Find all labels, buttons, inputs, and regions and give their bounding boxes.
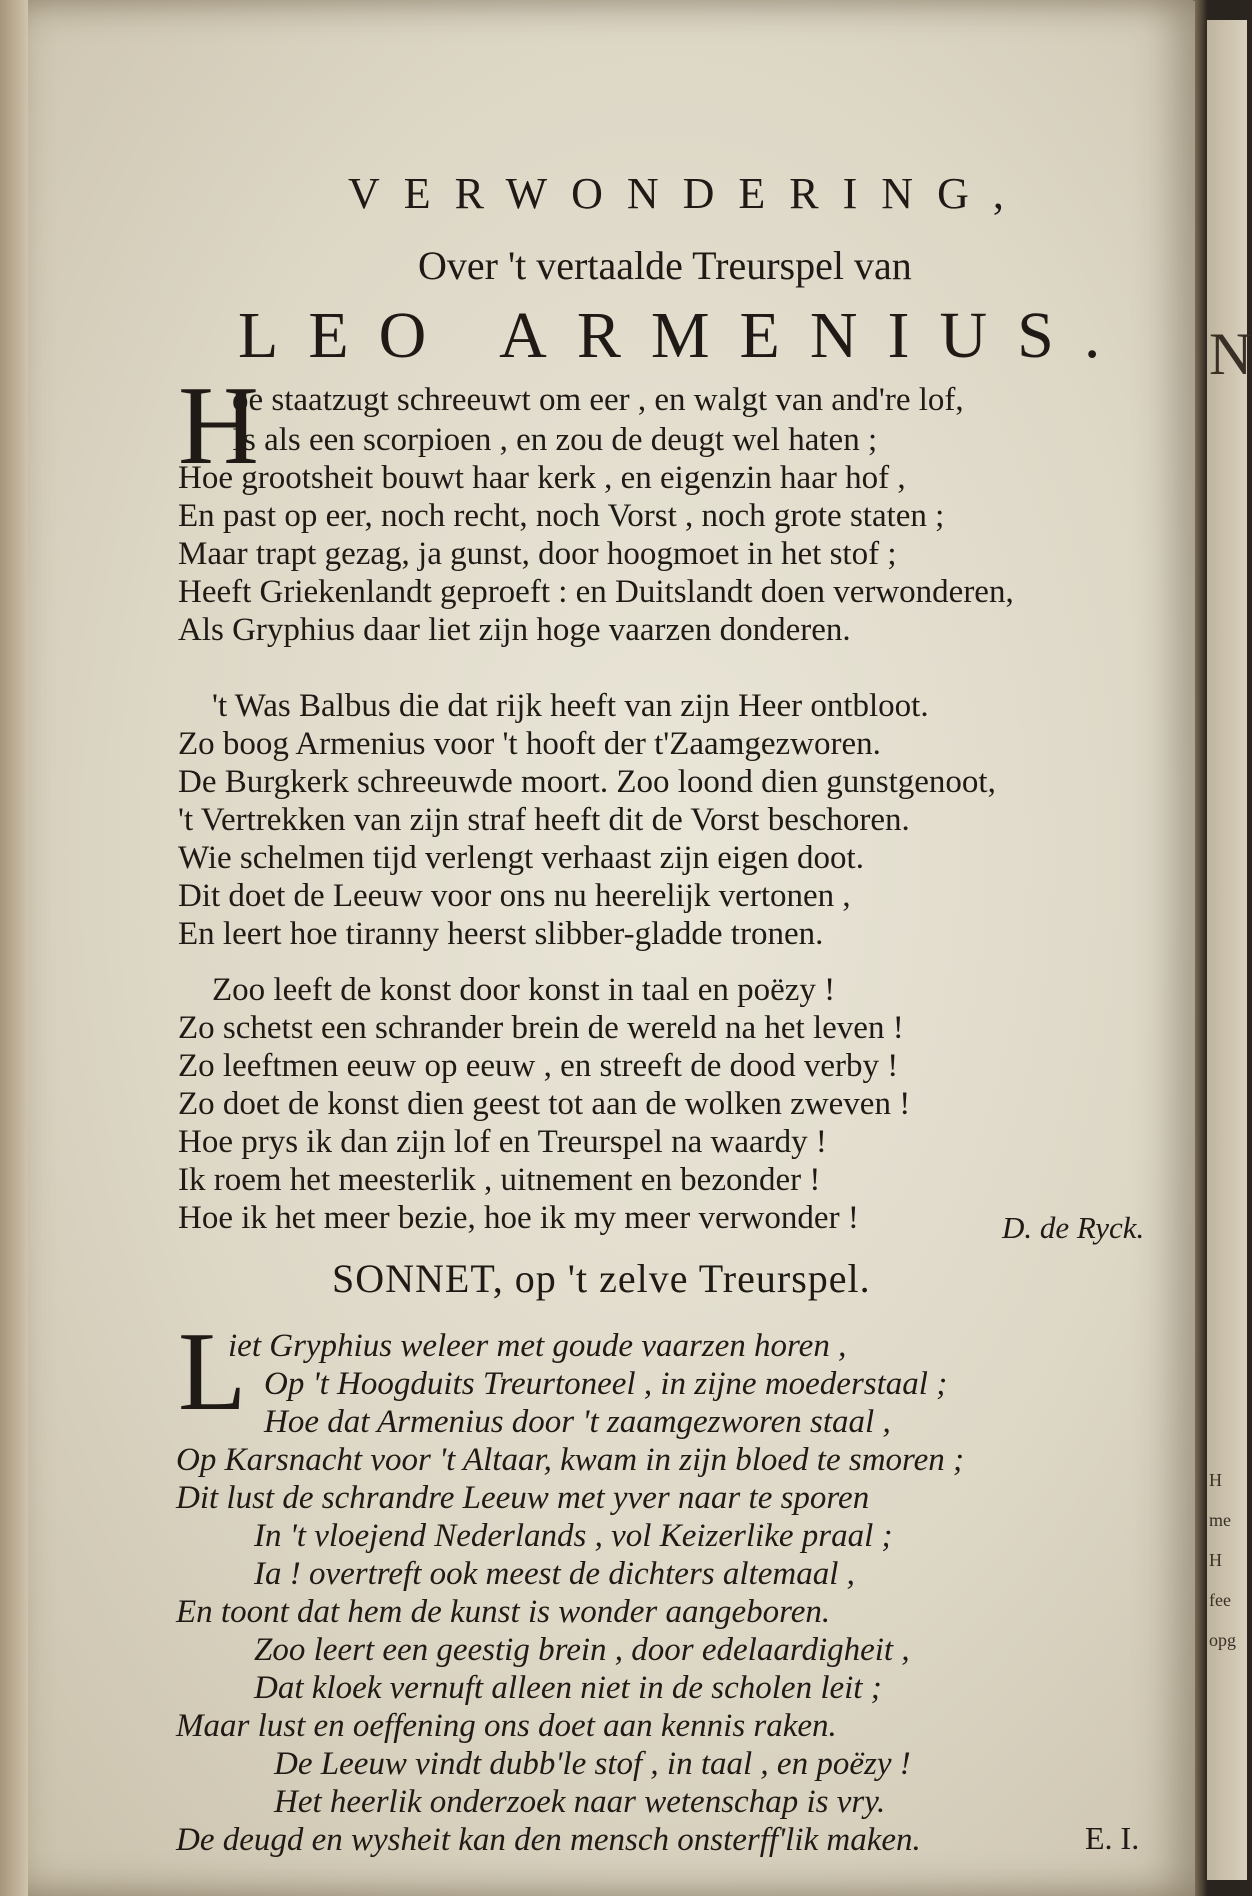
verse-line: Zo doet de konst dien geest tot aan de wolken zweven ! (178, 1086, 911, 1122)
sonnet-line: Zoo leert een geestig brein , door edelaardigheit , (254, 1632, 910, 1668)
sonnet-line: Dit lust de schrandre Leeuw met yver naar te sporen (176, 1480, 870, 1516)
verse-line: Zo schetst een schrander brein de wereld na het leven ! (178, 1010, 904, 1046)
book-gutter (1195, 0, 1207, 1896)
sonnet-line: Ia ! overtreft ook meest de dichters altemaal , (254, 1556, 855, 1592)
play-title: LEO ARMENIUS. (238, 299, 1131, 372)
verse-line: Ik roem het meesterlik , uitnement en bezonder ! (178, 1162, 821, 1198)
next-page-fragment: H (1209, 1470, 1222, 1490)
verse-line: 't Was Balbus die dat rijk heeft van zijn Heer ontbloot. (212, 688, 929, 724)
dropcap-h: H (178, 364, 259, 488)
verse-line: Hoe prys ik dan zijn lof en Treurspel na waardy ! (178, 1124, 827, 1160)
sonnet-line: Op 't Hoogduits Treurtoneel , in zijne moederstaal ; (264, 1366, 948, 1402)
next-page-fragment: me (1209, 1510, 1231, 1530)
next-page-fragment: opg (1209, 1630, 1236, 1650)
sonnet-line: En toont dat hem de kunst is wonder aangeboren. (176, 1594, 831, 1630)
verse-line: Zoo leeft de konst door konst in taal en poëzy ! (212, 972, 836, 1008)
verse-line: Heeft Griekenlandt geproeft : en Duitslandt doen verwonderen, (178, 574, 1014, 610)
verse-line: Maar trapt gezag, ja gunst, door hoogmoet in het stof ; (178, 536, 897, 572)
next-page-edge (1207, 20, 1252, 1880)
verse-line: oe staatzugt schreeuwt om eer , en walgt van and're lof, (232, 382, 964, 418)
sonnet-line: Dat kloek vernuft alleen niet in de scholen leit ; (254, 1670, 882, 1706)
verse-line: De Burgkerk schreeuwde moort. Zoo loond dien gunstgenoot, (178, 764, 996, 800)
dropcap-l: L (178, 1310, 247, 1434)
header-subtitle: Over 't vertaalde Treurspel van (418, 243, 912, 288)
verse-line: En past op eer, noch recht, noch Vorst , noch grote staten ; (178, 498, 945, 534)
verse-line: Dit doet de Leeuw voor ons nu heerelijk vertonen , (178, 878, 851, 914)
signature: D. de Ryck. (1002, 1210, 1145, 1245)
verse-line: Zo leeftmen eeuw op eeuw , en streeft de dood verby ! (178, 1048, 899, 1084)
sonnet-heading: SONNET, op 't zelve Treurspel. (332, 1256, 871, 1301)
sonnet-line: Maar lust en oeffening ons doet aan kennis raken. (176, 1708, 837, 1744)
sonnet-line: Het heerlik onderzoek naar wetenschap is vry. (274, 1784, 886, 1820)
sonnet-line: De Leeuw vindt dubb'le stof , in taal , en poëzy ! (274, 1746, 911, 1782)
sonnet-line: Op Karsnacht voor 't Altaar, kwam in zijn bloed te smoren ; (176, 1442, 965, 1478)
verse-line: En leert hoe tiranny heerst slibber-gladde tronen. (178, 916, 824, 952)
verse-line: Is als een scorpioen , en zou de deugt wel haten ; (232, 422, 878, 458)
signature-mark: E. I. (1085, 1820, 1140, 1856)
next-page-fragment: fee (1209, 1590, 1231, 1610)
sonnet-line: De deugd en wysheit kan den mensch onsterff'lik maken. (176, 1822, 921, 1858)
sonnet-line: Hoe dat Armenius door 't zaamgezworen staal , (264, 1404, 891, 1440)
verse-line: Hoe grootsheit bouwt haar kerk , en eigenzin haar hof , (178, 460, 906, 496)
verse-line: Als Gryphius daar liet zijn hoge vaarzen donderen. (178, 612, 851, 648)
sonnet-line: iet Gryphius weleer met goude vaarzen horen , (228, 1328, 847, 1364)
header-title: VERWONDERING, (348, 169, 1028, 218)
verse-line: 't Vertrekken van zijn straf heeft dit de Vorst beschoren. (178, 802, 910, 838)
next-page-fragment: H (1209, 1550, 1222, 1570)
verse-line: Wie schelmen tijd verlengt verhaast zijn eigen doot. (178, 840, 864, 876)
verse-line: Zo boog Armenius voor 't hooft der t'Zaamgezworen. (178, 726, 881, 762)
sonnet-line: In 't vloejend Nederlands , vol Keizerlike praal ; (254, 1518, 893, 1554)
verse-line: Hoe ik het meer bezie, hoe ik my meer verwonder ! (178, 1200, 859, 1236)
next-page-fragment: N (1209, 321, 1252, 387)
